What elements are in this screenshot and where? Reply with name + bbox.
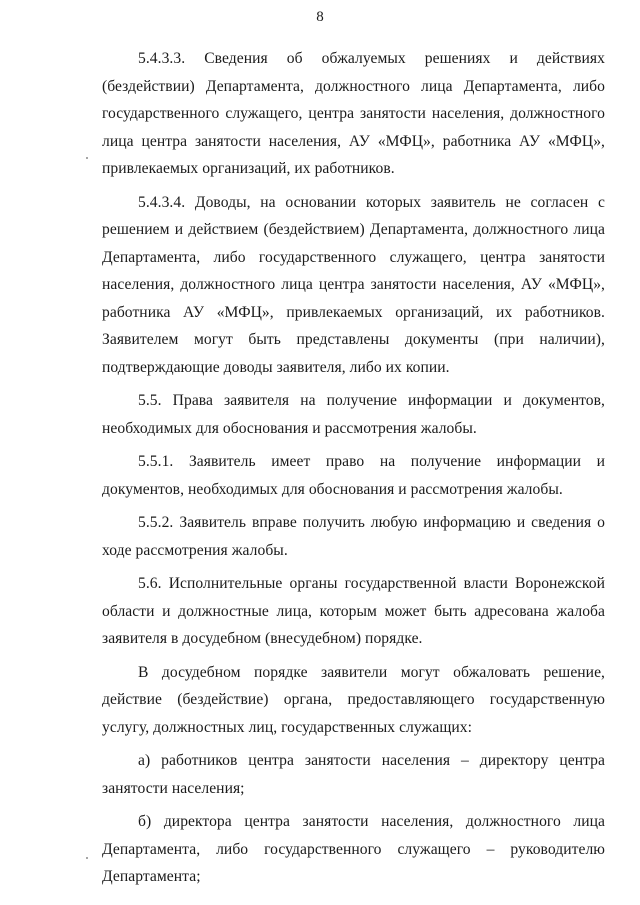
paragraph-pretrial-appeal: В досудебном порядке заявители могут обжаловать решение, действие (бездействие) органа, предоставляющего государственную услугу, должностных лиц, государственных служащих: — [102, 663, 605, 736]
paragraph-5-4-3-3: 5.4.3.3. Сведения об обжалуемых решениях и действиях (бездействии) Департамента, должностного лица Департамента, либо государственного служащего, центра занятости населения, должностного лица центра занятости населения, АУ «МФЦ», работника АУ «МФЦ», привлекаемых организаций, их работников. — [102, 50, 605, 177]
document-body — [102, 45, 605, 897]
paragraph-5-5-1: 5.5.1. Заявитель имеет право на получение информации и документов, необходимых для обоснования и рассмотрения жалобы. — [102, 453, 605, 498]
paragraph-5-6: 5.6. Исполнительные органы государственной власти Воронежской области и должностные лица, которым может быть адресована жалоба заявителя в досудебном (внесудебном) порядке. — [102, 575, 605, 647]
list-item-a: а) работников центра занятости населения – директору центра занятости населения; — [102, 752, 605, 797]
scan-artifact-dot — [86, 857, 88, 859]
paragraph-5-5-2: 5.5.2. Заявитель вправе получить любую информацию и сведения о ходе рассмотрения жалобы. — [102, 514, 605, 559]
page-number: 8 — [316, 9, 324, 25]
paragraph-5-4-3-4: 5.4.3.4. Доводы, на основании которых заявитель не согласен с решением и действием (бездействием) Департамента, должностного лица Департамента, либо государственного служащего, центра занятости населения, должностного лица центра занятости населения, АУ «МФЦ», работника АУ «МФЦ», привлекаемых организаций, их работников. Заявителем могут быть представлены документы (при наличии), подтверждающие доводы заявителя, либо их копии. — [102, 193, 605, 376]
scan-artifact-dot — [86, 157, 88, 159]
paragraph-5-5: 5.5. Права заявителя на получение информации и документов, необходимых для обоснования и рассмотрения жалобы. — [102, 392, 605, 437]
list-item-b: б) директора центра занятости населения, должностного лица Департамента, либо государственного служащего – руководителю Департамента; — [102, 813, 605, 885]
